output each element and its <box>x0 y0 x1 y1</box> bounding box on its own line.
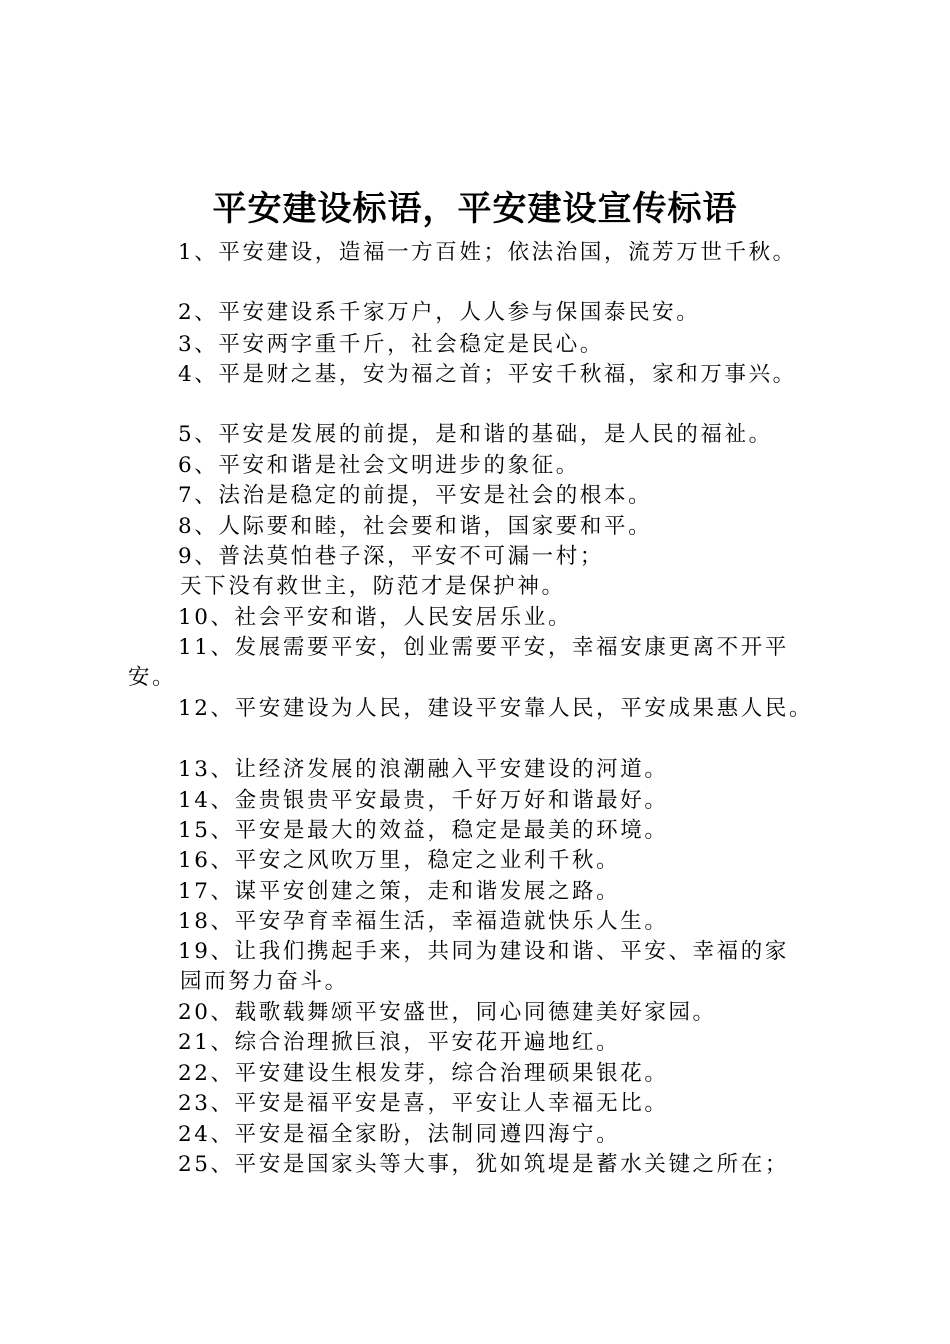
slogan-line-8: 8、人际要和睦，社会要和谐，国家要和平。 <box>178 514 653 539</box>
slogan-line-17: 17、谋平安创建之策，走和谐发展之路。 <box>178 879 621 904</box>
slogan-line-11-continued: 安。 <box>128 665 177 690</box>
slogan-line-9-continued: 天下没有救世主，防范才是保护神。 <box>180 574 566 599</box>
slogan-line-22: 22、平安建设生根发芽，综合治理硕果银花。 <box>178 1061 669 1086</box>
slogan-line-10: 10、社会平安和谐，人民安居乐业。 <box>178 605 573 630</box>
slogan-line-1: 1、平安建设，造福一方百姓；依法治国，流芳万世千秋。 <box>178 240 797 265</box>
slogan-line-18: 18、平安孕育幸福生活，幸福造就快乐人生。 <box>178 909 669 934</box>
slogan-line-20: 20、载歌载舞颂平安盛世，同心同德建美好家园。 <box>178 1000 717 1025</box>
slogan-line-21: 21、综合治理掀巨浪，平安花开遍地红。 <box>178 1030 621 1055</box>
slogan-line-7: 7、法治是稳定的前提，平安是社会的根本。 <box>178 483 653 508</box>
slogan-line-6: 6、平安和谐是社会文明进步的象征。 <box>178 453 580 478</box>
slogan-line-11: 11、发展需要平安，创业需要平安，幸福安康更离不开平 <box>178 635 789 660</box>
slogan-line-14: 14、金贵银贵平安最贵，千好万好和谐最好。 <box>178 788 669 813</box>
slogan-line-5: 5、平安是发展的前提，是和谐的基础，是人民的福祉。 <box>178 422 773 447</box>
slogan-line-12: 12、平安建设为人民，建设平安靠人民，平安成果惠人民。 <box>178 696 814 721</box>
slogan-line-3: 3、平安两字重千斤，社会稳定是民心。 <box>178 332 604 357</box>
slogan-line-4: 4、平是财之基，安为福之首；平安千秋福，家和万事兴。 <box>178 362 797 387</box>
slogan-line-9: 9、普法莫怕巷子深，平安不可漏一村； <box>178 544 604 569</box>
slogan-line-24: 24、平安是福全家盼，法制同遵四海宁。 <box>178 1122 621 1147</box>
slogan-line-23: 23、平安是福平安是喜，平安让人幸福无比。 <box>178 1091 669 1116</box>
slogan-line-16: 16、平安之风吹万里，稳定之业利千秋。 <box>178 848 621 873</box>
slogan-line-19-continued: 园而努力奋斗。 <box>180 969 349 994</box>
slogan-line-25: 25、平安是国家头等大事，犹如筑堤是蓄水关键之所在； <box>178 1152 789 1177</box>
slogan-line-2: 2、平安建设系千家万户，人人参与保国泰民安。 <box>178 300 701 325</box>
slogan-line-19: 19、让我们携起手来，共同为建设和谐、平安、幸福的家 <box>178 939 789 964</box>
document-title: 平安建设标语，平安建设宣传标语 <box>212 189 738 229</box>
slogan-line-15: 15、平安是最大的效益，稳定是最美的环境。 <box>178 818 669 843</box>
slogan-line-13: 13、让经济发展的浪潮融入平安建设的河道。 <box>178 757 669 782</box>
